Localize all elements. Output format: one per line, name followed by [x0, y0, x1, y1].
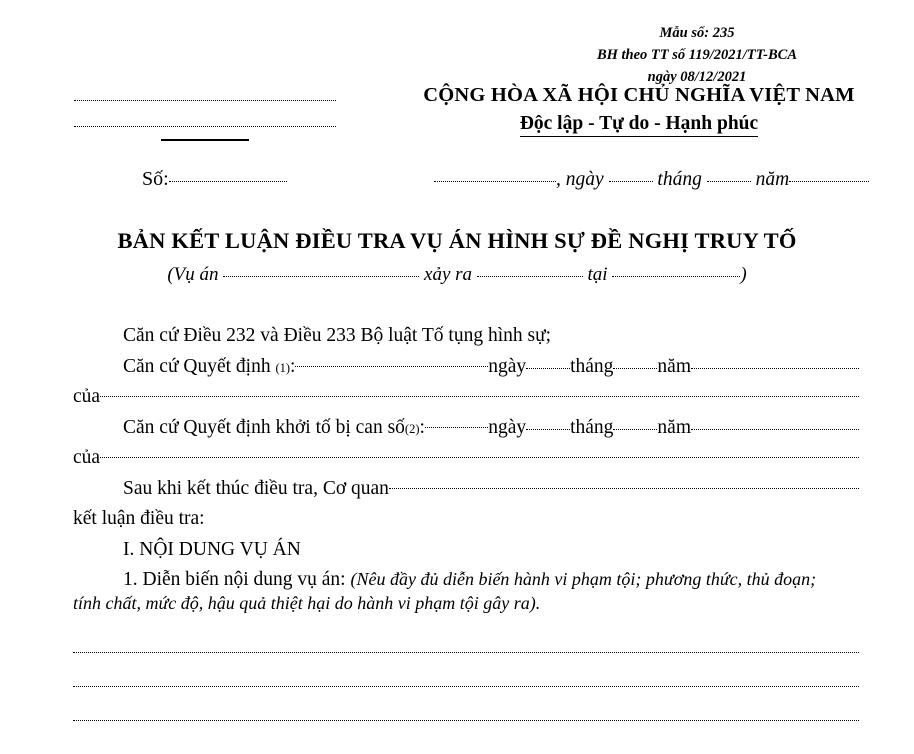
prosecution-month-input[interactable] [613, 429, 657, 430]
decision-year-input[interactable] [691, 368, 859, 369]
prosecution-day-input[interactable] [526, 429, 570, 430]
after-investigation-input[interactable] [389, 488, 859, 489]
decision-of-paragraph [73, 387, 859, 407]
decision-month-label: tháng [570, 355, 614, 377]
form-code-line2: BH theo TT số 119/2021/TT-BCA [596, 47, 798, 64]
conclusion-label: kết luận điều tra: [73, 508, 205, 529]
document-number-field[interactable] [142, 168, 287, 191]
after-investigation-label: Sau khi kết thúc điều tra, Cơ quan [123, 477, 389, 499]
document-body [73, 326, 859, 624]
item-1-line [73, 570, 859, 590]
prosecution-of-label: của [73, 447, 101, 468]
day-input[interactable] [609, 181, 653, 182]
form-code-block [532, 22, 862, 88]
decision-day-input[interactable] [526, 368, 570, 369]
blank-line[interactable] [73, 720, 859, 721]
agency-line-1[interactable] [74, 100, 336, 101]
date-line[interactable] [434, 169, 840, 191]
prosecution-of-paragraph [73, 448, 859, 468]
decision-month-input[interactable] [613, 368, 657, 369]
prosecution-colon: : [419, 416, 425, 438]
document-title: BẢN KẾT LUẬN ĐIỀU TRA VỤ ÁN HÌNH SỰ ĐỀ NGHỊ TRUY TỐ [117, 228, 797, 253]
agency-block [74, 88, 336, 141]
location-input[interactable] [612, 276, 740, 277]
after-investigation-paragraph [73, 479, 859, 499]
agency-underline-rule [161, 139, 249, 141]
item-1-label: 1. Diễn biến nội dung vụ án: [123, 569, 346, 590]
decision-of-label: của [73, 386, 101, 407]
blank-answer-lines [73, 652, 859, 754]
month-label: tháng [657, 169, 702, 190]
prosecution-decision-label: Căn cứ Quyết định khởi tố bị can số [123, 416, 405, 438]
year-input[interactable] [789, 181, 869, 182]
decision-input[interactable] [295, 366, 488, 367]
prosecution-year-input[interactable] [691, 429, 859, 430]
item-1-note-line1: (Nêu đầy đủ diễn biến hành vi phạm tội; phương thức, thủ đoạn; [350, 569, 817, 589]
place-input[interactable] [434, 181, 556, 182]
occurred-input[interactable] [477, 276, 583, 277]
legal-basis-paragraph: Căn cứ Điều 232 và Điều 233 Bộ luật Tố tụng hình sự; [123, 325, 552, 346]
subtitle-open: (Vụ án [167, 264, 219, 285]
form-code-line1: Mẫu số: 235 [659, 25, 735, 41]
decision-paragraph: Căn cứ Quyết định (1) : ngày tháng năm [73, 357, 859, 377]
decision-year-label: năm [657, 355, 691, 377]
case-name-input[interactable] [223, 276, 419, 277]
form-code-line3: ngày 08/12/2021 [647, 69, 747, 86]
year-label: năm [755, 169, 790, 190]
decision-of-input[interactable] [100, 396, 859, 397]
prosecution-decision-paragraph: Căn cứ Quyết định khởi tố bị can số (2) : ngày tháng năm [73, 418, 859, 438]
national-motto [404, 113, 874, 135]
prosecution-day-label: ngày [488, 416, 527, 438]
prosecution-year-label: năm [657, 416, 691, 438]
country-name: CỘNG HÒA XÃ HỘI CHỦ NGHĨA VIỆT NAM [423, 84, 855, 106]
prosecution-number-input[interactable] [425, 427, 488, 428]
decision-label: Căn cứ Quyết định [123, 355, 271, 377]
decision-colon: : [290, 355, 296, 377]
document-number-input[interactable] [169, 181, 287, 182]
decision-day-label: ngày [488, 355, 527, 377]
subtitle-close: ) [740, 264, 747, 285]
section-heading-i: I. NỘI DUNG VỤ ÁN [123, 538, 301, 560]
prosecution-of-input[interactable] [100, 457, 859, 458]
subtitle-at-label: tại [587, 264, 608, 285]
document-number-label: Số: [142, 168, 169, 190]
national-heading [404, 84, 874, 135]
month-input[interactable] [707, 181, 751, 182]
prosecution-month-label: tháng [570, 416, 614, 438]
day-label: ngày [565, 169, 604, 190]
subtitle-occurred-label: xảy ra [424, 264, 473, 285]
agency-line-2[interactable] [74, 126, 336, 127]
blank-line[interactable] [73, 686, 859, 687]
document-subtitle [0, 264, 914, 286]
date-comma: , [556, 169, 561, 190]
national-motto-text: Độc lập - Tự do - Hạnh phúc [520, 113, 758, 137]
item-1-note-line2: tính chất, mức độ, hậu quả thiệt hại do hành vi phạm tội gây ra). [73, 592, 541, 613]
blank-line[interactable] [73, 652, 859, 653]
